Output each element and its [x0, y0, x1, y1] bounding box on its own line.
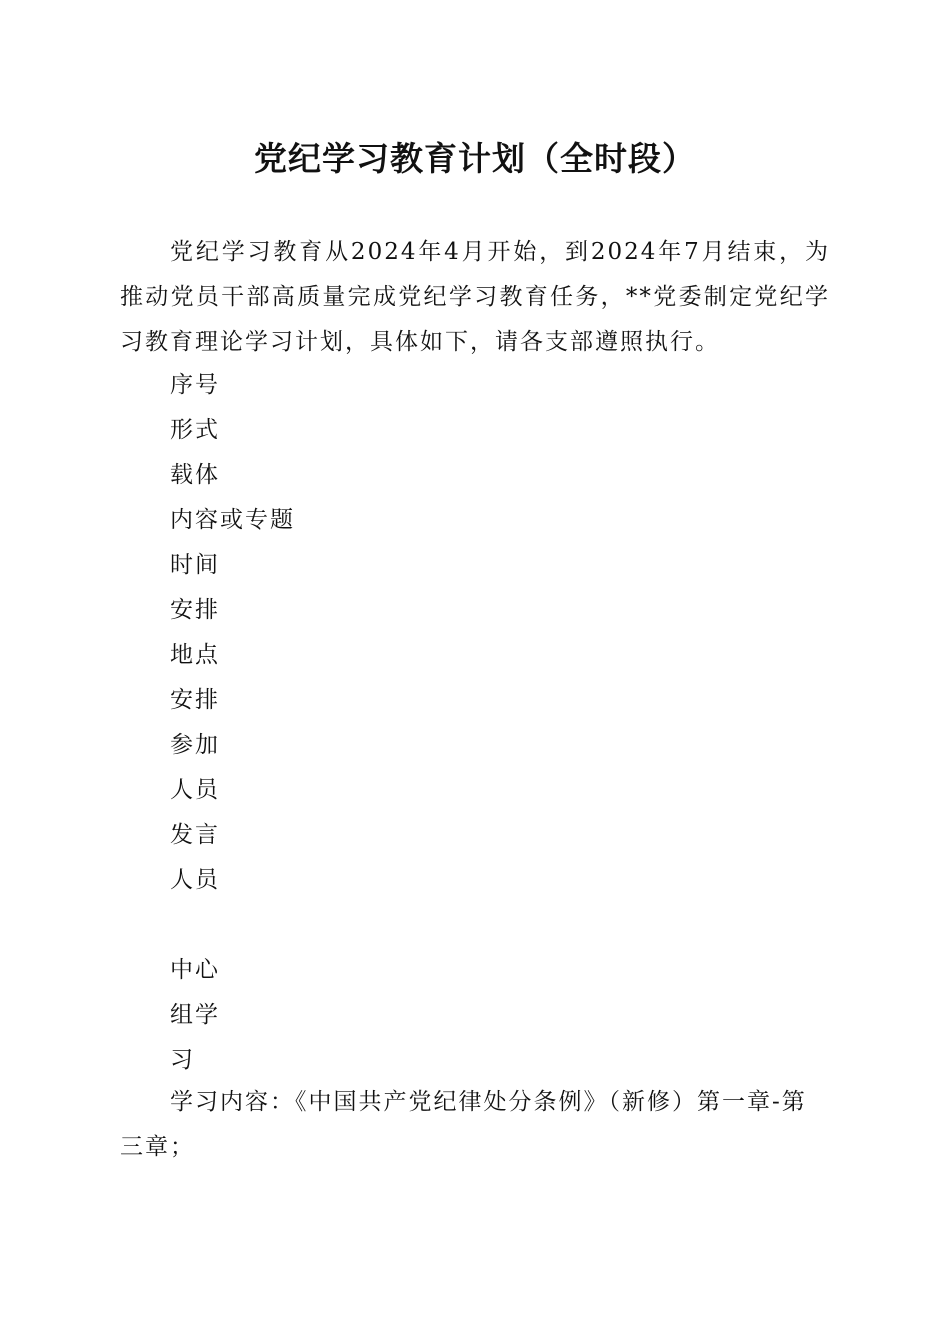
header-cell-content: 内容或专题 — [170, 507, 295, 533]
header-cell-time-line2: 安排 — [170, 597, 220, 623]
header-cell-location-line1: 地点 — [170, 642, 220, 668]
header-cell-form: 形式 — [170, 417, 220, 443]
row1-form-line1: 中心 — [170, 957, 220, 983]
header-cell-carrier: 载体 — [170, 462, 220, 488]
study-content-paragraph: 学习内容：《中国共产党纪律处分条例》（新修）第一章-第三章； — [120, 1089, 807, 1160]
row1-form-line2: 组学 — [170, 1002, 220, 1028]
plan-table-text — [170, 363, 670, 1083]
header-cell-speakers-line1: 发言 — [170, 822, 220, 848]
document-title: 党纪学习教育计划（全时段） — [254, 139, 696, 178]
header-cell-participants-line1: 参加 — [170, 732, 220, 758]
blank-line — [170, 903, 670, 948]
header-cell-speakers-line2: 人员 — [170, 867, 220, 893]
header-cell-number: 序号 — [170, 372, 220, 398]
header-cell-participants-line2: 人员 — [170, 777, 220, 803]
row1-form-line3: 习 — [170, 1047, 195, 1073]
intro-paragraph: 党纪学习教育从2024年4月开始，到2024年7月结束，为推动党员干部高质量完成党纪学习教育任务，**党委制定党纪学习教育理论学习计划，具体如下，请各支部遵照执行。 — [120, 239, 830, 355]
header-cell-time-line1: 时间 — [170, 552, 220, 578]
header-cell-location-line2: 安排 — [170, 687, 220, 713]
